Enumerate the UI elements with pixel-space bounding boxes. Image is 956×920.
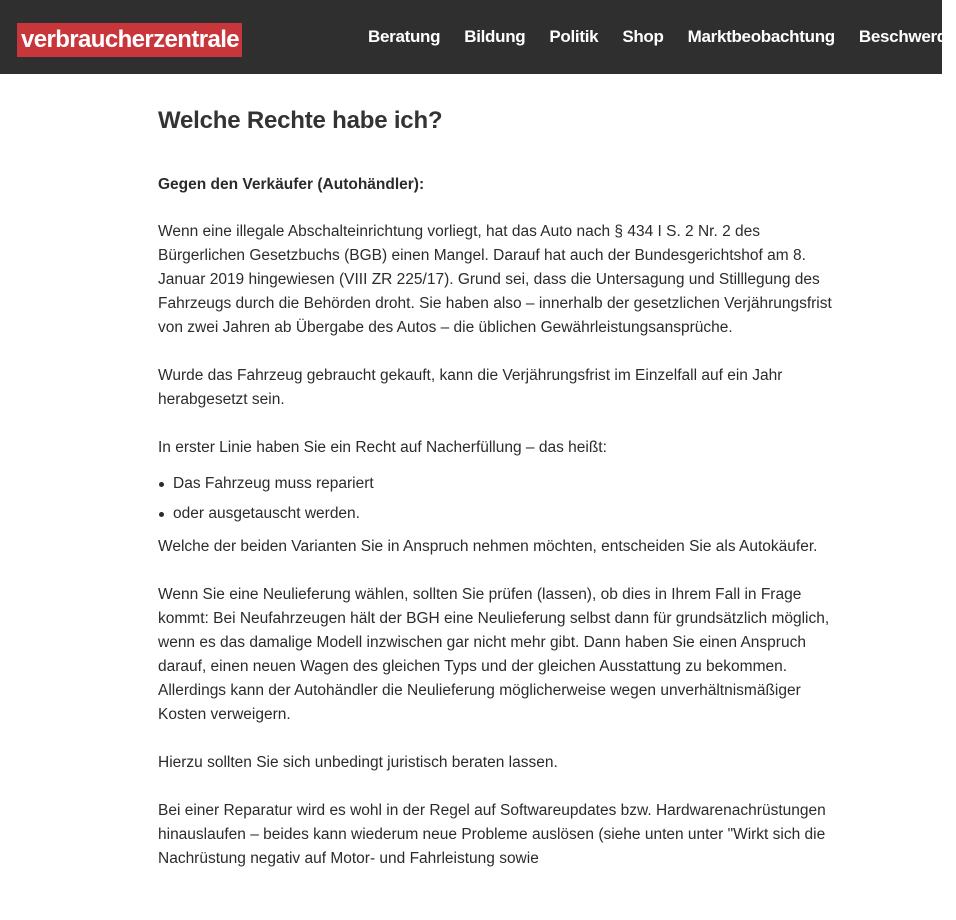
nav-item-marktbeobachtung[interactable]: Marktbeobachtung (687, 27, 835, 46)
article-paragraph: In erster Linie haben Sie ein Recht auf Nacherfüllung – das heißt: (158, 439, 607, 456)
article-content (158, 74, 838, 871)
nav-item-politik[interactable]: Politik (549, 27, 599, 46)
nav-item-beratung[interactable]: Beratung (368, 27, 441, 46)
nav-item-shop[interactable]: Shop (622, 27, 664, 46)
list-item: oder ausgetauscht werden. (158, 502, 838, 526)
main-nav (368, 0, 956, 74)
page-title: Welche Rechte habe ich? (158, 107, 443, 134)
article-paragraph: Welche der beiden Varianten Sie in Anspruch nehmen möchten, entscheiden Sie als Autokäufer. (158, 538, 818, 555)
list-item: Das Fahrzeug muss repariert (158, 472, 838, 496)
top-navigation-bar (0, 0, 956, 74)
site-logo[interactable]: verbraucherzentrale (17, 23, 242, 57)
article-paragraph: Bei einer Reparatur wird es wohl in der Regel auf Softwareupdates bzw. Hardwarenachrüstungen hinauslaufen – beides kann wiederum neue Probleme auslösen (siehe unten unter "Wirkt sich die Nachrüstung negativ auf Motor- und Fahrleistung sowie (158, 802, 826, 867)
article-paragraph: Wenn Sie eine Neulieferung wählen, sollten Sie prüfen (lassen), ob dies in Ihrem Fall in Frage kommt: Bei Neufahrzeugen hält der BGH eine Neulieferung selbst dann für grundsätzlich möglich, wenn es das damalige Modell inzwischen gar nicht mehr gibt. Dann haben Sie einen Anspruch darauf, einen neuen Wagen des gleichen Typs und der gleichen Ausstattung zu bekommen. Allerdings kann der Autohändler die Neulieferung möglicherweise wegen unverhältnismäßiger Kosten verweigern. (158, 586, 830, 723)
section-subheading: Gegen den Verkäufer (Autohändler): (158, 176, 425, 193)
nav-item-bildung[interactable]: Bildung (464, 27, 526, 46)
article-paragraph: Wenn eine illegale Abschalteinrichtung vorliegt, hat das Auto nach § 434 I S. 2 Nr. 2 des Bürgerlichen Gesetzbuchs (BGB) einen Mangel. Darauf hat auch der Bundesgerichtshof am 8. Januar 2019 hingewiesen (VIII ZR 225/17). Grund sei, dass die Untersagung und Stilllegung des Fahrzeugs durch die Behörden droht. Sie haben also – innerhalb der gesetzlichen Verjährungsfrist von zwei Jahren ab Übergabe des Autos – die üblichen Gewährleistungsansprüche. (158, 223, 832, 336)
article-paragraph: Hierzu sollten Sie sich unbedingt juristisch beraten lassen. (158, 754, 558, 771)
remedy-list (158, 472, 838, 526)
article-paragraph: Wurde das Fahrzeug gebraucht gekauft, kann die Verjährungsfrist im Einzelfall auf ein Jahr herabgesetzt sein. (158, 367, 783, 408)
nav-item-beschwerde[interactable]: Beschwerde (858, 27, 956, 46)
